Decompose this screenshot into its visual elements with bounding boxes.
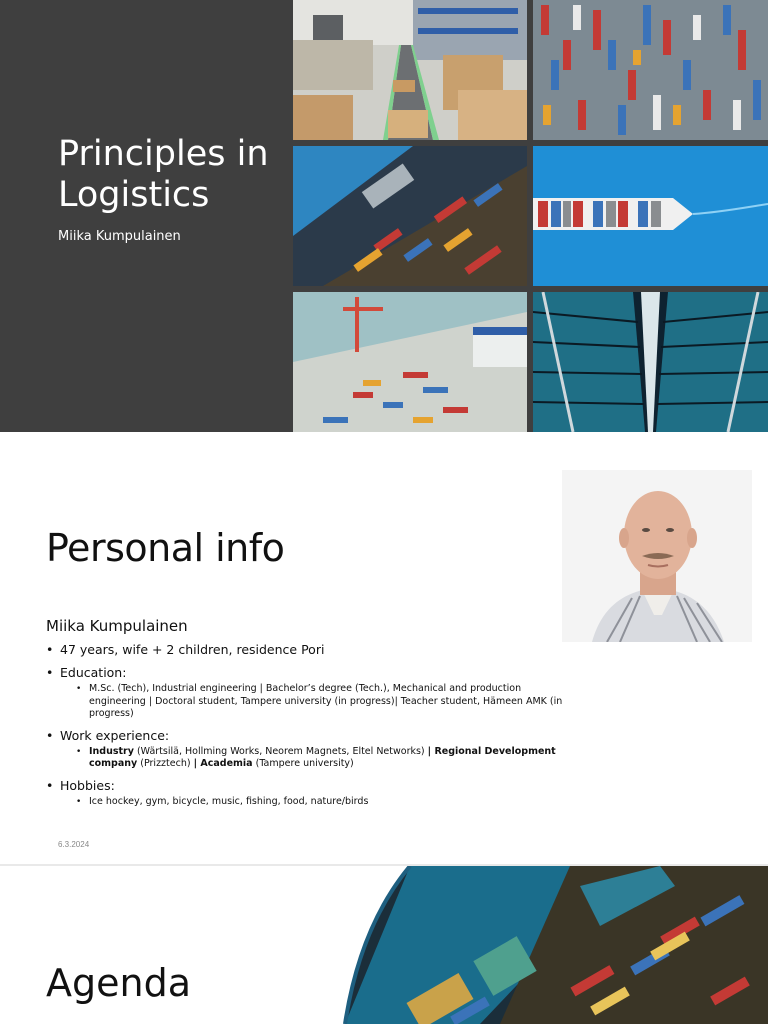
list-item-hobbies: • Hobbies: • Ice hockey, gym, bicycle, music, fishing, food, nature/birds	[46, 777, 576, 809]
slide-title: Principles in Logistics	[58, 134, 269, 215]
info-list	[46, 641, 576, 814]
slide-date: 6.3.2024	[58, 840, 90, 849]
port-terminal-photo	[293, 292, 527, 432]
hobbies-detail: • Ice hockey, gym, bicycle, music, fishing, food, nature/birds	[76, 796, 576, 809]
container-yard-aerial-photo	[533, 0, 768, 140]
slide-title: Agenda	[46, 961, 191, 1005]
person-name: Miika Kumpulainen	[46, 617, 188, 635]
work-detail: • Industry (Wärtsilä, Hollming Works, Neorem Magnets, Eltel Networks) | Regional Development company (Prizztech) | Academia (Tampere university)	[76, 746, 576, 771]
personal-info-slide	[0, 432, 768, 864]
list-item-work: • Work experience: • Industry (Wärtsilä, Hollming Works, Neorem Magnets, Eltel Networks) | Regional Development company (Prizztech) | Academia (Tampere university)	[46, 727, 576, 771]
container-ship-photo	[533, 146, 768, 286]
harbor-aerial-photo	[330, 866, 768, 1024]
slide-title: Personal info	[46, 526, 285, 570]
port-cranes-aerial-photo	[293, 146, 527, 286]
agenda-slide	[0, 866, 768, 1024]
slide-subtitle: Miika Kumpulainen	[58, 229, 181, 244]
title-slide	[0, 0, 768, 432]
automated-warehouse-photo	[533, 292, 768, 432]
portrait-photo	[562, 470, 752, 642]
education-detail: • M.Sc. (Tech), Industrial engineering | Bachelor’s degree (Tech.), Mechanical and production engineering | Doctoral student, Tampere university (in progress)| Teacher student, Hämeen AMK (in progress)	[76, 683, 576, 721]
list-item-family: • 47 years, wife + 2 children, residence Pori	[46, 641, 576, 658]
list-item-education: • Education: • M.Sc. (Tech), Industrial engineering | Bachelor’s degree (Tech.), Mechanical and production engineering | Doctoral student, Tampere university (in progress)| Teacher student, Hämeen AMK (in progress)	[46, 664, 576, 721]
warehouse-conveyor-photo	[293, 0, 527, 140]
